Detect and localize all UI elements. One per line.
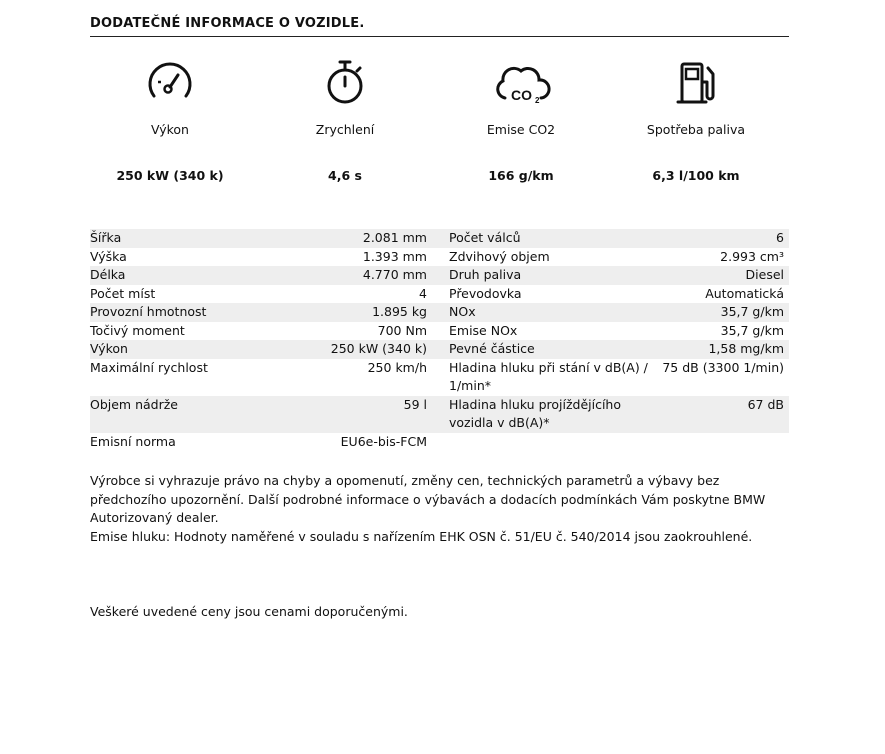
title-divider [90,36,789,37]
spec-label: Převodovka [449,285,522,301]
spec-value: 35,7 g/km [720,304,784,319]
kpi-value: 6,3 l/100 km [652,168,740,183]
co2-text: CO [511,87,532,103]
spec-value: 67 dB [747,396,784,412]
spec-label: Hladina hluku projíždějícího vozidla v dB(A)* [449,396,622,430]
spec-table [90,229,789,451]
spec-value: 1.895 kg [372,304,427,319]
table-row [90,433,789,452]
table-row [90,340,789,359]
table-row [90,396,789,433]
spec-value: 75 dB (3300 1/min) [662,359,784,375]
spec-value: 4 [419,285,427,301]
kpi-power [70,56,270,183]
spec-value: 35,7 g/km [720,322,784,338]
table-row [90,266,789,285]
spec-label: Druh paliva [449,267,522,282]
spec-label: Délka [90,267,126,282]
kpi-label: Emise CO2 [486,122,556,137]
spec-label: Výška [90,248,127,264]
spec-label: Točivý moment [90,322,185,338]
section-title: DODATEČNÉ INFORMACE O VOZIDLE. [90,16,365,31]
table-row [90,322,789,341]
spec-value: 700 Nm [377,322,427,338]
disclaimer-paragraph: Výrobce si vyhrazuje právo na chyby a opomenutí, změny cen, technických parametrů a výbavy bez předchozího upozornění. Další podrobné informace o výbavách a dodacích podmínkách Vám poskytne BMW Autorizovaný dealer. [90,473,766,526]
spec-label: Pevné částice [449,341,535,356]
price-footer-note: Veškeré uvedené ceny jsou cenami doporučenými. [90,604,408,619]
spec-label: NOx [449,304,476,319]
kpi-label: Výkon [151,122,189,137]
spec-value: 4.770 mm [362,267,427,282]
stopwatch-icon [319,56,371,108]
spec-label: Šířka [90,230,122,245]
spec-label: Počet míst [90,285,156,301]
spec-value: 59 l [403,396,427,412]
noise-emission-note: Emise hluku: Hodnoty naměřené v souladu s nařízením EHK OSN č. 51/EU č. 540/2014 jsou zaokrouhlené. [90,528,753,544]
spec-value: 2.081 mm [362,230,427,245]
spec-label: Objem nádrže [90,396,178,412]
kpi-fuel [596,56,796,183]
spec-label: Maximální rychlost [90,359,208,375]
spec-label: Zdvihový objem [449,248,550,264]
kpi-value: 166 g/km [488,168,554,183]
speedometer-icon [144,56,196,108]
table-row [90,303,789,322]
kpi-co2 [421,56,621,183]
spec-label: Výkon [90,341,128,356]
spec-label: Hladina hluku při stání v dB(A) / 1/min* [449,359,648,393]
fuel-pump-icon [670,56,722,108]
spec-value: 250 kW (340 k) [330,341,427,356]
table-row [90,359,789,396]
table-row [90,229,789,248]
spec-value: EU6e-bis-FCM [340,433,427,449]
disclaimer-notes [90,472,789,546]
spec-value: 2.993 cm³ [720,248,784,264]
kpi-label: Spotřeba paliva [646,122,746,137]
spec-value: 250 km/h [367,359,427,375]
spec-label: Počet válců [449,230,521,245]
kpi-label: Zrychlení [315,122,375,137]
spec-value: 1.393 mm [362,248,427,264]
co2-subscript: 2 [535,96,540,105]
spec-value: Automatická [705,285,784,301]
co2-cloud-icon [491,56,551,108]
spec-value: 1,58 mg/km [708,341,784,356]
kpi-strip [90,56,789,196]
kpi-acceleration [245,56,445,183]
spec-value: 6 [776,230,784,245]
spec-value: Diesel [745,267,784,282]
spec-label: Emise NOx [449,322,518,338]
table-row [90,285,789,304]
spec-label: Emisní norma [90,433,176,449]
kpi-value: 4,6 s [328,168,362,183]
table-row [90,248,789,267]
kpi-value: 250 kW (340 k) [116,168,224,183]
spec-label: Provozní hmotnost [90,304,207,319]
